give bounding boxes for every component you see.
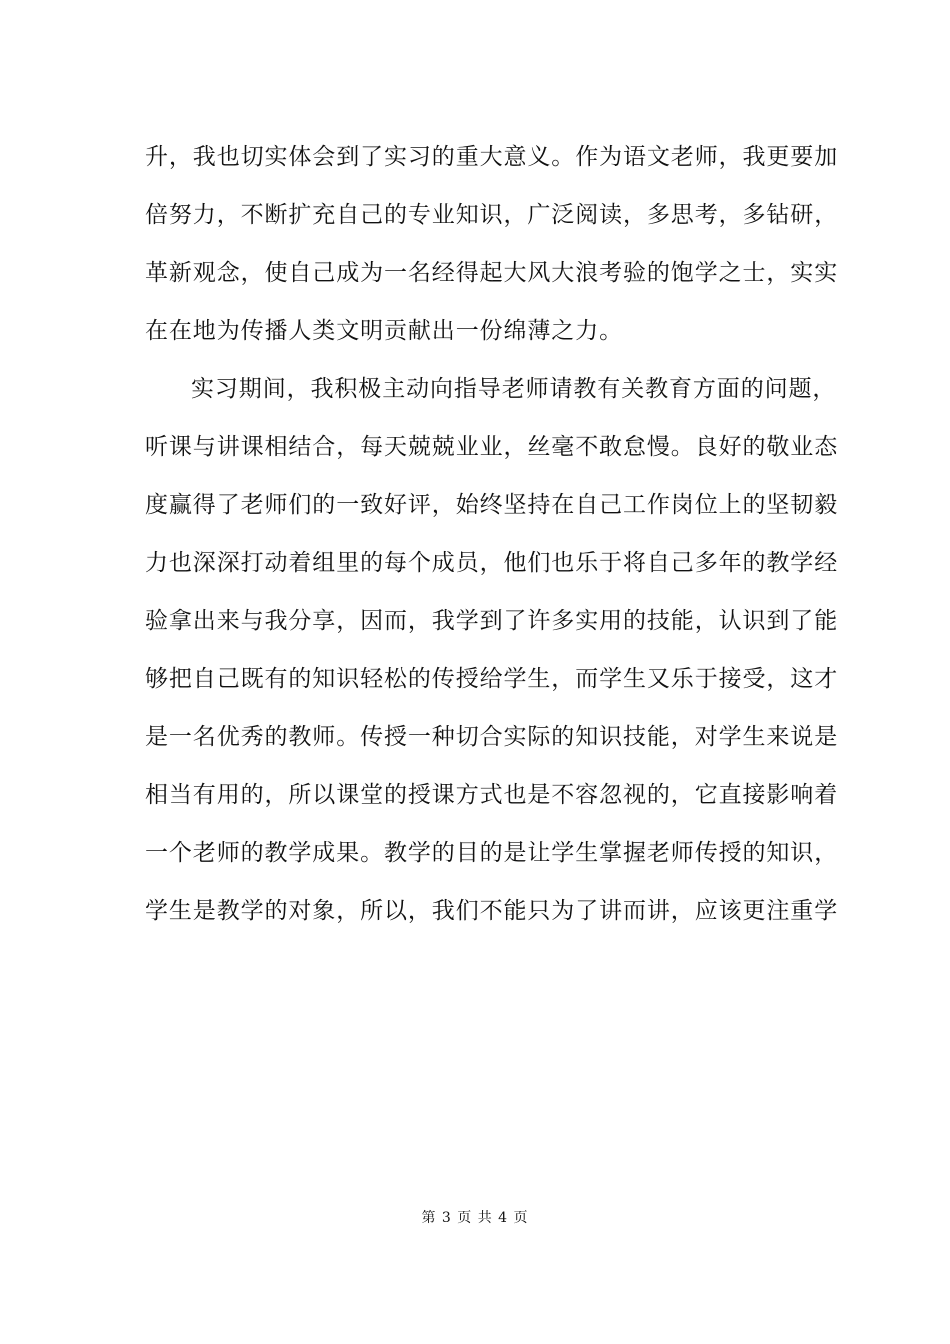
- text-line: 够把自己既有的知识轻松的传授给学生，而学生又乐于接受，这才: [145, 666, 839, 692]
- text-line: 倍努力，不断扩充自己的专业知识，广泛阅读，多思考，多钻研，: [145, 202, 839, 228]
- text-line: 是一名优秀的教师。传授一种切合实际的知识技能，对学生来说是: [145, 724, 839, 750]
- text-line: 在在地为传播人类文明贡献出一份绵薄之力。: [145, 318, 623, 344]
- text-line: 学生是教学的对象，所以，我们不能只为了讲而讲，应该更注重学: [145, 898, 839, 924]
- text-line: 相当有用的，所以课堂的授课方式也是不容忽视的，它直接影响着: [145, 782, 839, 808]
- text-line: 度赢得了老师们的一致好评，始终坚持在自己工作岗位上的坚韧毅: [145, 492, 839, 518]
- text-line: 验拿出来与我分享，因而，我学到了许多实用的技能，认识到了能: [145, 608, 839, 634]
- text-line: 听课与讲课相结合，每天兢兢业业，丝毫不敢怠慢。良好的敬业态: [145, 434, 839, 460]
- text-line: 实习期间，我积极主动向指导老师请教有关教育方面的问题，: [191, 376, 837, 402]
- text-line: 一个老师的教学成果。教学的目的是让学生掌握老师传授的知识，: [145, 840, 839, 866]
- text-line: 力也深深打动着组里的每个成员，他们也乐于将自己多年的教学经: [145, 550, 839, 576]
- page-number-footer: 第 3 页 共 4 页: [421, 1210, 529, 1226]
- text-line: 革新观念，使自己成为一名经得起大风大浪考验的饱学之士，实实: [145, 260, 839, 286]
- text-line: 升，我也切实体会到了实习的重大意义。作为语文老师，我更要加: [145, 144, 839, 170]
